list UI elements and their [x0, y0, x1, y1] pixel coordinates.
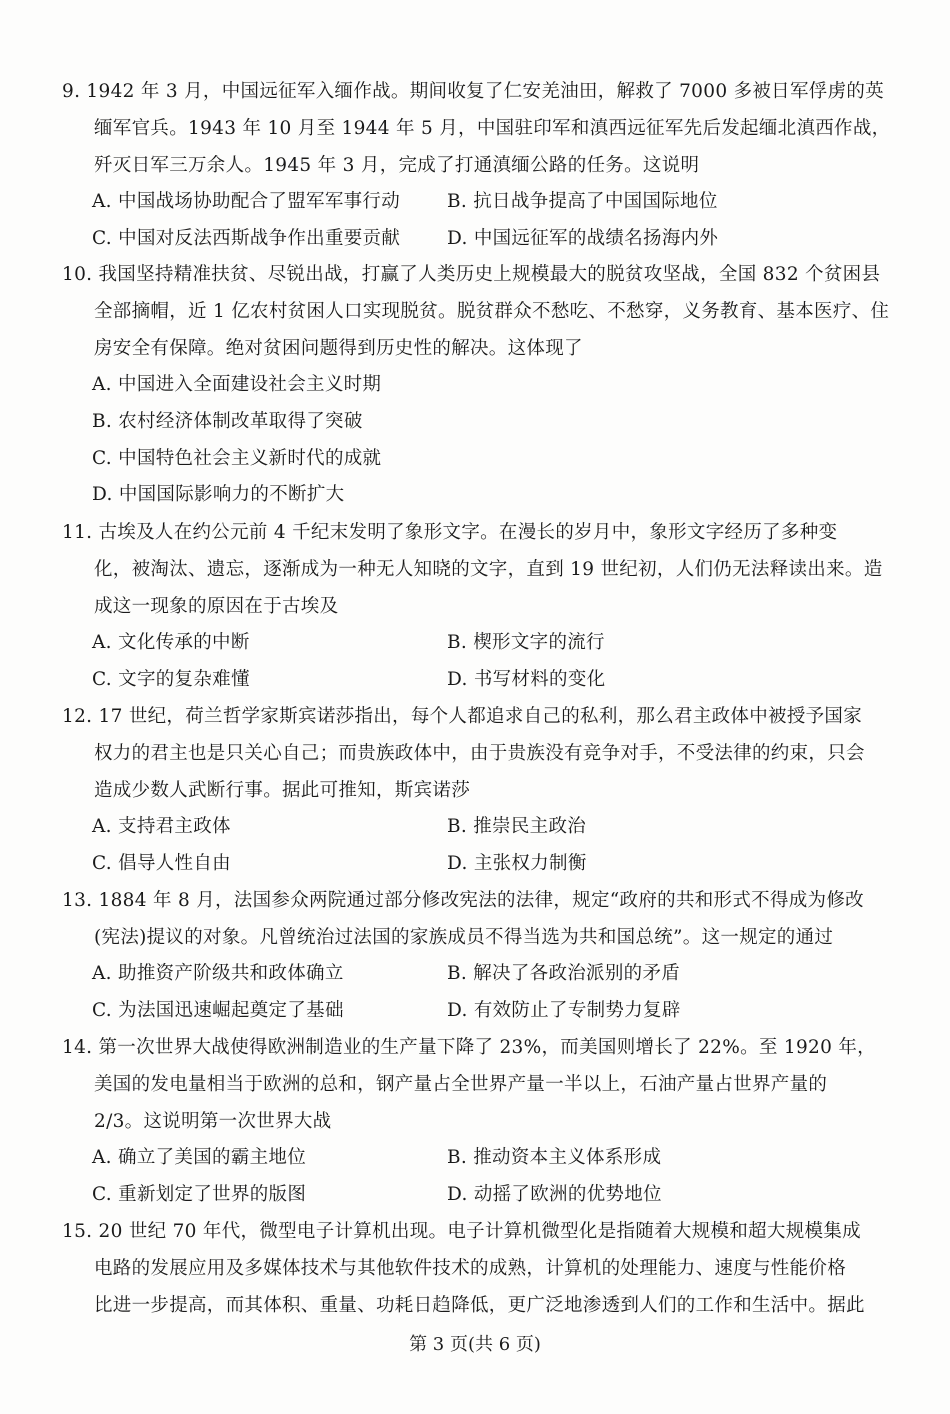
option-d: D. 中国国际影响力的不断扩大 [92, 484, 345, 505]
option-c: C. 文字的复杂难懂 [92, 669, 250, 690]
question-stem-line: 15. 20 世纪 70 年代，微型电子计算机出现。电子计算机微型化是指随着大规模和超大规模集成 [62, 1221, 861, 1242]
question-stem-line: 13. 1884 年 8 月，法国参众两院通过部分修改宪法的法律，规定“政府的共和形式不得成为修改 [62, 890, 864, 911]
option-b: B. 推动资本主义体系形成 [447, 1147, 662, 1168]
option-d: D. 有效防止了专制势力复辟 [447, 1000, 681, 1021]
question-stem-line: 化，被淘汰、遗忘，逐渐成为一种无人知晓的文字，直到 19 世纪初，人们仍无法释读出来。造 [94, 559, 883, 580]
question-stem-line: 全部摘帽，近 1 亿农村贫困人口实现脱贫。脱贫群众不愁吃、不愁穿，义务教育、基本医疗、住 [94, 301, 890, 322]
option-a: A. 助推资产阶级共和政体确立 [92, 963, 344, 984]
option-c: C. 为法国迅速崛起奠定了基础 [92, 1000, 344, 1021]
question-stem-line: 12. 17 世纪，荷兰哲学家斯宾诺莎指出，每个人都追求自己的私利，那么君主政体中被授予国家 [62, 706, 863, 727]
question-stem-line: 电路的发展应用及多媒体技术与其他软件技术的成熟，计算机的处理能力、速度与性能价格 [94, 1258, 847, 1279]
option-b: B. 农村经济体制改革取得了突破 [92, 411, 363, 432]
question-stem-line: 成这一现象的原因在于古埃及 [94, 596, 339, 617]
option-c: C. 重新划定了世界的版图 [92, 1184, 307, 1205]
question-stem-line: 9. 1942 年 3 月，中国远征军入缅作战。期间收复了仁安羌油田，解救了 7000 多被日军俘虏的英 [62, 81, 884, 102]
question-stem-line: 美国的发电量相当于欧洲的总和，钢产量占全世界产量一半以上，石油产量占世界产量的 [94, 1074, 828, 1095]
page-number: 第 3 页(共 6 页) [409, 1334, 541, 1355]
question-stem-line: 11. 古埃及人在约公元前 4 千纪末发明了象形文字。在漫长的岁月中，象形文字经历了多种变 [62, 522, 838, 543]
option-c: C. 中国特色社会主义新时代的成就 [92, 448, 382, 469]
option-d: D. 中国远征军的战绩名扬海内外 [447, 228, 719, 249]
option-d: D. 书写材料的变化 [447, 669, 606, 690]
question-stem-line: 10. 我国坚持精准扶贫、尽锐出战，打赢了人类历史上规模最大的脱贫攻坚战，全国 832 个贫困县 [62, 264, 881, 285]
question-stem-line: 14. 第一次世界大战使得欧洲制造业的生产量下降了 23%，而美国则增长了 22%。至 1920 年， [62, 1037, 876, 1058]
option-b: B. 楔形文字的流行 [447, 632, 605, 653]
option-a: A. 中国进入全面建设社会主义时期 [92, 374, 382, 395]
option-b: B. 抗日战争提高了中国国际地位 [447, 191, 718, 212]
option-a: A. 中国战场协助配合了盟军军事行动 [92, 191, 401, 212]
question-stem-line: 缅军官兵。1943 年 10 月至 1944 年 5 月，中国驻印军和滇西远征军先后发起缅北滇西作战， [94, 118, 891, 139]
option-b: B. 解决了各政治派别的矛盾 [447, 963, 681, 984]
option-d: D. 动摇了欧洲的优势地位 [447, 1184, 662, 1205]
option-b: B. 推崇民主政治 [447, 816, 587, 837]
option-c: C. 中国对反法西斯战争作出重要贡献 [92, 228, 401, 249]
question-stem-line: 2/3。这说明第一次世界大战 [94, 1111, 332, 1132]
question-stem-line: 房安全有保障。绝对贫困问题得到历史性的解决。这体现了 [94, 338, 583, 359]
option-c: C. 倡导人性自由 [92, 853, 231, 874]
question-stem-line: 歼灭日军三万余人。1945 年 3 月，完成了打通滇缅公路的任务。这说明 [94, 155, 700, 176]
option-a: A. 文化传承的中断 [92, 632, 250, 653]
question-stem-line: (宪法)提议的对象。凡曾统治过法国的家族成员不得当选为共和国总统”。这一规定的通过 [94, 927, 834, 948]
question-stem-line: 比进一步提高，而其体积、重量、功耗日趋降低，更广泛地渗透到人们的工作和生活中。据此 [94, 1295, 865, 1316]
option-a: A. 支持君主政体 [92, 816, 231, 837]
question-stem-line: 权力的君主也是只关心自己；而贵族政体中，由于贵族没有竞争对手，不受法律的约束，只会 [94, 743, 865, 764]
question-stem-line: 造成少数人武断行事。据此可推知，斯宾诺莎 [94, 780, 471, 801]
option-a: A. 确立了美国的霸主地位 [92, 1147, 307, 1168]
option-d: D. 主张权力制衡 [447, 853, 587, 874]
